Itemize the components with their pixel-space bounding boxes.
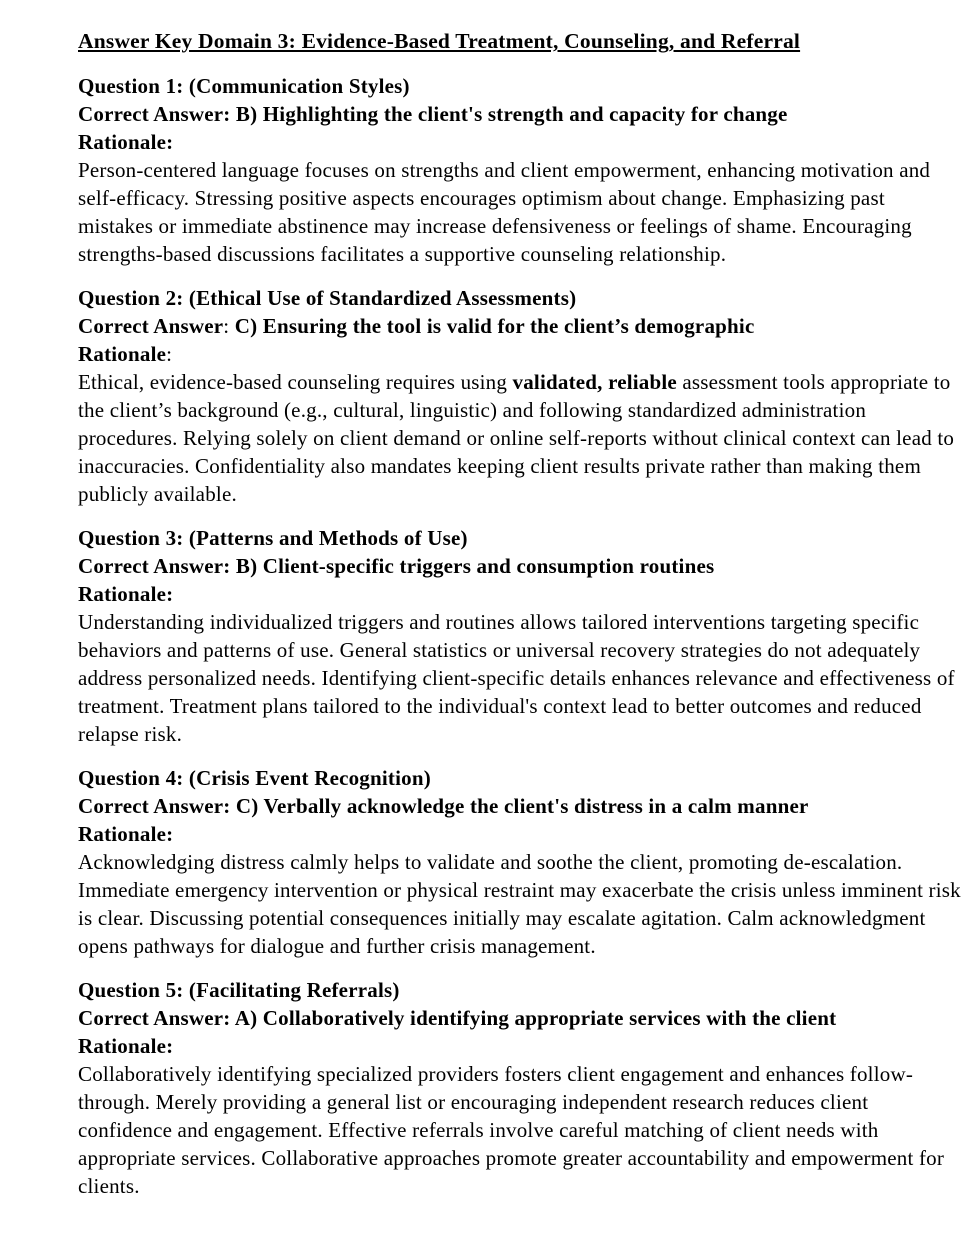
bold-text: Rationale [78, 342, 167, 366]
rationale-label [78, 340, 964, 368]
bold-text: Question 2: (Ethical Use of Standardized Assessments) [78, 286, 577, 310]
bold-text: Rationale: [78, 822, 174, 846]
text: : [223, 314, 235, 338]
correct-answer-line [78, 1004, 964, 1032]
question-heading [78, 72, 964, 100]
question-block [78, 976, 964, 1200]
question-heading [78, 524, 964, 552]
text: Collaboratively identifying specialized providers fosters client engagement and enhances follow-through. Merely providing a general list or encouraging independent research reduces client confidence and engagement. Effective referrals involve careful matching of client needs with appropriate services. Collaborative approaches promote greater accountability and empowerment for clients. [78, 1062, 945, 1198]
bold-text: Question 4: (Crisis Event Recognition) [78, 766, 431, 790]
document-content [78, 26, 964, 1200]
bold-text: Question 3: (Patterns and Methods of Use) [78, 526, 468, 550]
correct-answer-line [78, 100, 964, 128]
rationale-text [78, 156, 964, 268]
question-block [78, 764, 964, 960]
rationale-text [78, 1060, 964, 1200]
document-title: Answer Key Domain 3: Evidence-Based Treatment, Counseling, and Referral [78, 29, 801, 53]
correct-answer-line [78, 312, 964, 340]
bold-text: Rationale: [78, 1034, 174, 1058]
bold-text: Correct Answer: A) Collaboratively identifying appropriate services with the client [78, 1006, 837, 1030]
bold-text: Rationale: [78, 130, 174, 154]
bold-text: Rationale: [78, 582, 174, 606]
bold-text: Question 5: (Facilitating Referrals) [78, 978, 400, 1002]
bold-text: Question 1: (Communication Styles) [78, 74, 410, 98]
correct-answer-line [78, 792, 964, 820]
bold-text: Correct Answer: C) Verbally acknowledge the client's distress in a calm manner [78, 794, 809, 818]
text: : [166, 342, 173, 366]
text: Acknowledging distress calmly helps to validate and soothe the client, promoting de-escalation. Immediate emergency intervention or physical restraint may exacerbate the crisis unless imminent risk is clear. Discussing potential consequences initially may escalate agitation. Calm acknowledgment opens pathways for dialogue and further crisis management. [78, 850, 961, 958]
bold-text: Correct Answer [78, 314, 224, 338]
text: Person-centered language focuses on strengths and client empowerment, enhancing motivation and self-efficacy. Stressing positive aspects encourages optimism about change. Emphasizing past mistakes or immediate abstinence may increase defensiveness or feelings of shame. Encouraging strengths-based discussions facilitates a supportive counseling relationship. [78, 158, 931, 266]
rationale-text [78, 848, 964, 960]
bold-text: Correct Answer: B) Highlighting the client's strength and capacity for change [78, 102, 788, 126]
rationale-label [78, 580, 964, 608]
bold-text: Correct Answer: B) Client-specific triggers and consumption routines [78, 554, 715, 578]
bold-text: C) Ensuring the tool is valid for the client’s demographic [234, 314, 755, 338]
rationale-label [78, 1032, 964, 1060]
question-block [78, 524, 964, 748]
question-block [78, 72, 964, 268]
questions-container [78, 72, 964, 1200]
question-heading [78, 976, 964, 1004]
question-heading [78, 284, 964, 312]
rationale-label [78, 820, 964, 848]
question-block [78, 284, 964, 508]
text: Ethical, evidence-based counseling requires using [78, 370, 513, 394]
text: assessment tools appropriate to the client’s background (e.g., cultural, linguistic) and following standardized administration procedures. Relying solely on client demand or online self-reports without clinical context can lead to inaccuracies. Confidentiality also mandates keeping client results private rather than making them publicly available. [78, 370, 955, 506]
rationale-label [78, 128, 964, 156]
correct-answer-line [78, 552, 964, 580]
bold-text: validated, reliable [512, 370, 677, 394]
question-heading [78, 764, 964, 792]
rationale-text [78, 368, 964, 508]
text: Understanding individualized triggers and routines allows tailored interventions targeting specific behaviors and patterns of use. General statistics or universal recovery strategies do not adequately address personalized needs. Identifying client-specific details enhances relevance and effectiveness of treatment. Treatment plans tailored to the individual's context lead to better outcomes and reduced relapse risk. [78, 610, 955, 746]
rationale-text [78, 608, 964, 748]
